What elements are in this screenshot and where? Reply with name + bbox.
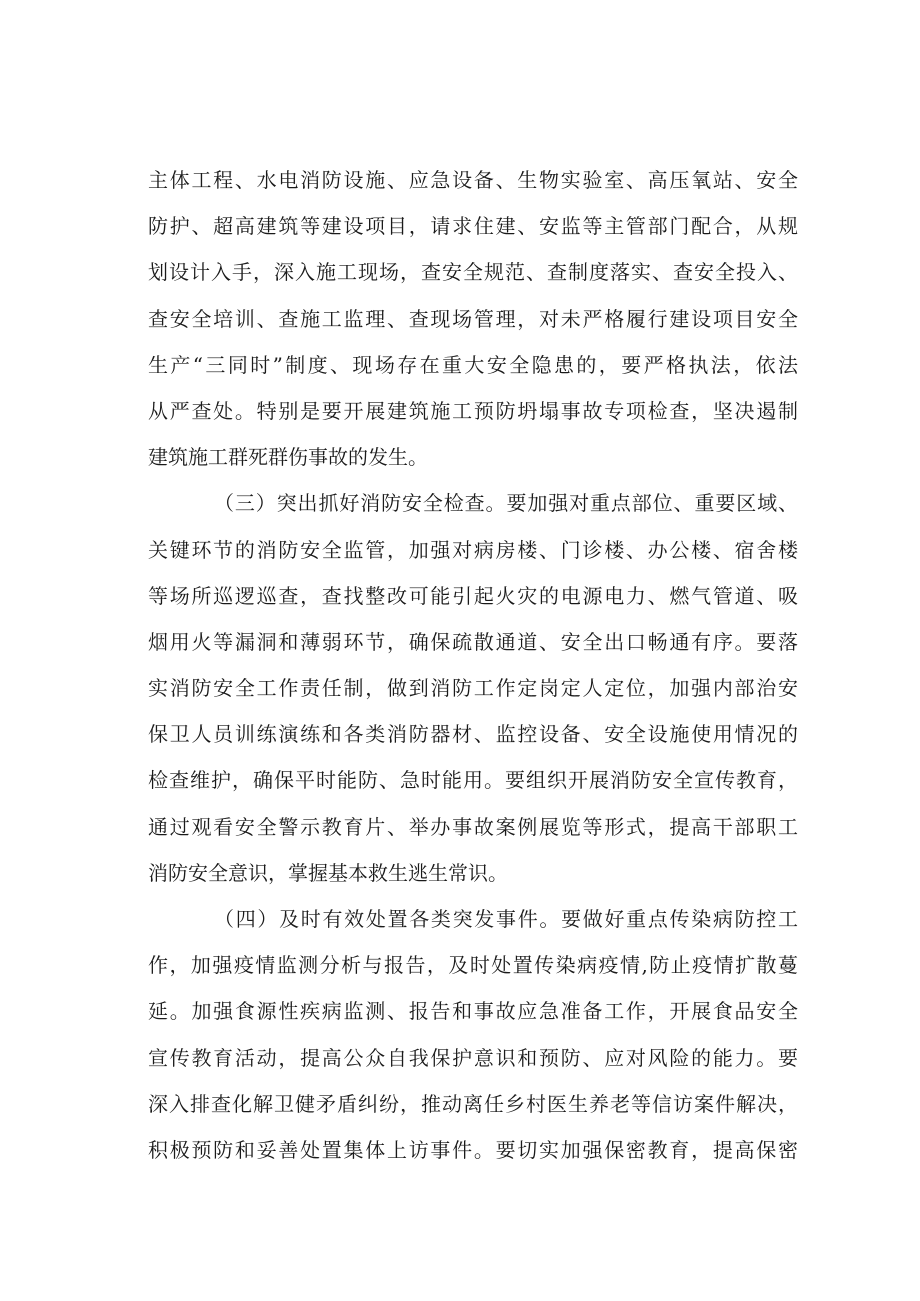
section-heading-3: （三）突出抓好消防安全检查。要加强对重点部位、重要区域、 <box>214 491 798 516</box>
text-line: 烟用火等漏洞和薄弱环节，确保疏散通道、安全出口畅通有序。要落 <box>148 629 798 654</box>
text-line: 划设计入手，深入施工现场，查安全规范、查制度落实、查安全投入、 <box>148 260 798 285</box>
text-line: 消防安全意识，掌握基本救生逃生常识。 <box>148 860 508 885</box>
text-line: 通过观看安全警示教育片、举办事故案例展览等形式，提高干部职工 <box>148 814 798 839</box>
text-line: 延。加强食源性疾病监测、报告和事故应急准备工作，开展食品安全 <box>148 999 798 1024</box>
text-line: 防护、超高建筑等建设项目，请求住建、安监等主管部门配合，从规 <box>148 214 798 239</box>
section-heading-4: （四）及时有效处置各类突发事件。要做好重点传染病防控工 <box>214 907 798 931</box>
text-line: 积极预防和妥善处置集体上访事件。要切实加强保密教育，提高保密 <box>148 1137 798 1162</box>
text-line: 从严查处。特别是要开展建筑施工预防坍塌事故专项检查，坚决遏制 <box>148 398 798 423</box>
text-line: 实消防安全工作责任制，做到消防工作定岗定人定位，加强内部治安 <box>148 676 798 701</box>
text-line: 主体工程、水电消防设施、应急设备、生物实验室、高压氧站、安全 <box>148 168 798 192</box>
text-line: 生产“三同时”制度、现场存在重大安全隐患的，要严格执法，依法 <box>148 352 798 377</box>
body-text <box>148 157 798 1173</box>
text-line: 检查维护，确保平时能防、急时能用。要组织开展消防安全宣传教育， <box>148 768 798 793</box>
text-line: 作，加强疫情监测分析与报告，及时处置传染病疫情,防止疫情扩散蔓 <box>148 953 798 978</box>
text-line: 等场所巡逻巡查，查找整改可能引起火灾的电源电力、燃气管道、吸 <box>148 583 798 608</box>
text-line: 建筑施工群死群伤事故的发生。 <box>148 445 428 470</box>
text-line: 查安全培训、查施工监理、查现场管理，对未严格履行建设项目安全 <box>148 306 798 331</box>
text-line: 关键环节的消防安全监管，加强对病房楼、门诊楼、办公楼、宿舍楼 <box>148 537 798 562</box>
text-line: 深入排查化解卫健矛盾纠纷，推动离任乡村医生养老等信访案件解决， <box>148 1091 798 1116</box>
text-line: 保卫人员训练演练和各类消防器材、监控设备、安全设施使用情况的 <box>148 722 798 747</box>
text-line: 宣传教育活动，提高公众自我保护意识和预防、应对风险的能力。要 <box>148 1045 798 1070</box>
